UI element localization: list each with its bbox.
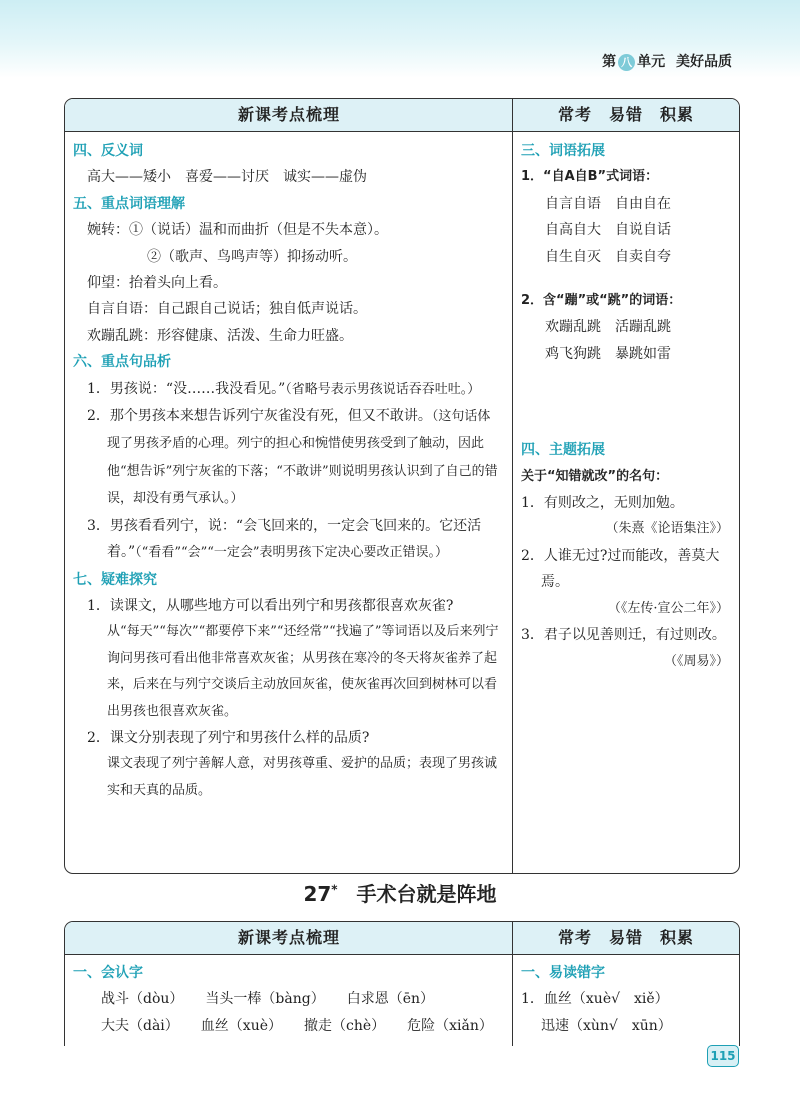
char-item: 大夫（dài）	[101, 1017, 179, 1034]
section-key-words-title: 五、重点词语理解	[73, 195, 185, 212]
box1-left-header: 新课考点梳理	[65, 99, 513, 132]
char-item: 当头一棒（bàng）	[205, 991, 325, 1008]
section-inquiry-title: 七、疑难探究	[73, 571, 157, 588]
section-theme-expansion-title: 四、主题拓展	[521, 442, 605, 459]
char-item: 血丝（xuè）	[200, 1017, 282, 1034]
section-recognize-chars-title: 一、会认字	[73, 965, 143, 981]
spacer	[521, 270, 733, 288]
quote-2: 2．人谁无过?过而能改，善莫大焉。	[521, 547, 720, 591]
sentence-3-note: （“看看”“会”“一定会”表明男孩下定决心要改正错误。）	[135, 545, 449, 561]
theme-intro: 关于“知错就改”的名句：	[521, 468, 669, 484]
word-expansion-1-row2: 自高自大 自说自话	[545, 222, 671, 239]
inquiry-a2: 课文表现了列宁善解人意，对男孩尊重、爱护的品质；表现了男孩诚实和天真的品质。	[107, 756, 498, 798]
unit-title: 美好品质	[676, 54, 732, 70]
word-def-2: 仰望：抬着头向上看。	[87, 275, 227, 292]
box1-divider	[512, 99, 513, 873]
word-def-3: 自言自语：自己跟自己说话；独自低声说话。	[87, 301, 367, 318]
inquiry-a1: 从“每天”“每次”“都要停下来”“还经常”“找遍了”等词语以及后来列宁询问男孩可看出他非常喜欢灰雀；从男孩在寒冷的冬天将灰雀养了起来，后来在与列宁交谈后主动放回灰雀，使灰雀再次回到树林可以看出男孩也很喜欢灰雀。	[107, 624, 499, 719]
char-item: 白求恩（ēn）	[346, 991, 435, 1008]
box1-right-column	[521, 138, 733, 675]
char-item: 撤走（chè）	[304, 1017, 386, 1034]
antonym-line: 高大——矮小 喜爱——讨厌 诚实——虚伪	[87, 169, 367, 186]
sentence-3	[73, 513, 503, 567]
sentence-2	[73, 403, 503, 513]
inquiry-q2: 2．课文分别表现了列宁和男孩什么样的品质?	[87, 729, 370, 746]
char-item: 战斗（dòu）	[101, 991, 184, 1008]
lesson-title	[0, 878, 800, 907]
char-item: 危险（xiǎn）	[407, 1017, 493, 1034]
misread-2: 迅速（xùn√ xūn）	[541, 1017, 672, 1034]
inquiry-q1: 1．读课文，从哪些地方可以看出列宁和男孩都很喜欢灰雀?	[87, 597, 454, 614]
box2-left-header: 新课考点梳理	[65, 922, 513, 955]
box2-right-column	[521, 960, 733, 1039]
section-word-expansion-title: 三、词语拓展	[521, 143, 605, 159]
word-expansion-1-title: 1．“自A自B”式词语：	[521, 169, 659, 185]
quote-2-source: （《左传·宣公二年》）	[607, 600, 729, 616]
sentence-1	[73, 376, 503, 403]
lesson-number: 27	[303, 882, 332, 906]
spacer	[521, 367, 733, 437]
unit-suffix: 单元	[637, 54, 666, 70]
box2-left-column	[73, 960, 503, 1039]
lesson-title-text: 手术台就是阵地	[356, 882, 497, 906]
study-box-1	[64, 98, 740, 874]
quote-3: 3．君子以见善则迁，有过则改。	[521, 627, 726, 644]
unit-number-badge: 八	[618, 54, 635, 71]
unit-heading	[602, 51, 732, 71]
word-expansion-2-row2: 鸡飞狗跳 暴跳如雷	[545, 345, 671, 362]
sentence-2-text: 2．那个男孩本来想告诉列宁灰雀没有死，但又不敢讲。	[87, 408, 432, 425]
word-def-4: 欢蹦乱跳：形容健康、活泼、生命力旺盛。	[87, 327, 353, 344]
char-row-2	[73, 1013, 503, 1039]
section-misread-title: 一、易读错字	[521, 965, 605, 981]
page-number: 115	[707, 1045, 739, 1067]
word-expansion-1-row1: 自言自语 自由自在	[545, 195, 671, 212]
unit-prefix: 第	[602, 54, 617, 70]
sentence-3-text: 3．男孩看看列宁，说：“会飞回来的，一定会飞回来的。它还活着。”	[87, 517, 482, 561]
section-antonyms-title: 四、反义词	[73, 143, 143, 159]
word-expansion-2-title: 2．含“蹦”或“跳”的词语：	[521, 293, 682, 309]
sentence-1-note: （省略号表示男孩说话吞吞吐吐。）	[285, 381, 481, 397]
box2-right-header: 常考 易错 积累	[513, 922, 739, 955]
word-def-1: 婉转：①（说话）温和而曲折（但是不失本意）。	[87, 222, 388, 239]
quote-1: 1．有则改之，无则加勉。	[521, 495, 684, 512]
sentence-1-text: 1．男孩说：“没……我没看见。”	[87, 380, 286, 397]
word-expansion-1-row3: 自生自灭 自卖自夸	[545, 248, 671, 265]
section-sentence-analysis-title: 六、重点句品析	[73, 354, 171, 371]
char-row-1	[73, 986, 503, 1012]
sentence-2-note: （这句话体现了男孩矛盾的心理。列宁的担心和惋惜使男孩受到了触动，因此他“想告诉”列宁灰雀的下落；“不敢讲”则说明男孩认识到了自己的错误，却没有勇气承认。）	[107, 409, 498, 507]
quote-1-source: （朱熹《论语集注》）	[605, 521, 729, 537]
misread-1: 1．血丝（xuè√ xiě）	[521, 991, 669, 1008]
box2-divider	[512, 922, 513, 1046]
quote-3-source: （《周易》）	[663, 653, 729, 669]
study-box-2	[64, 921, 740, 1046]
box1-right-header: 常考 易错 积累	[513, 99, 739, 132]
word-expansion-2-row1: 欢蹦乱跳 活蹦乱跳	[545, 319, 671, 336]
lesson-mark: *	[331, 882, 338, 897]
word-def-1b: ②（歌声、鸟鸣声等）抑扬动听。	[147, 248, 357, 265]
box1-left-column	[73, 138, 503, 804]
